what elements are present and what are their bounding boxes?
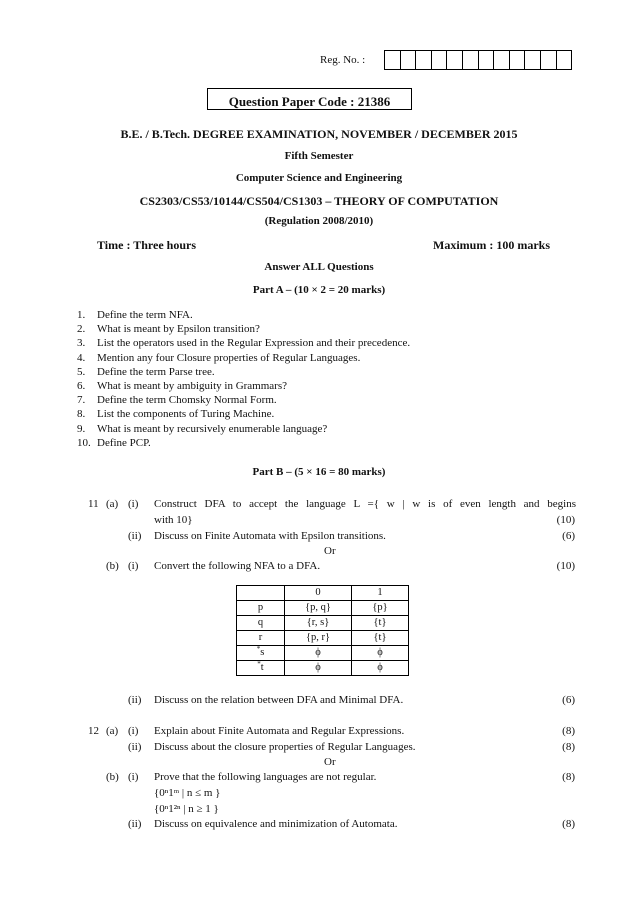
- q11-a-ii-text: Discuss on Finite Automata with Epsilon transitions.: [154, 530, 386, 542]
- reg-number-label: Reg. No. :: [320, 54, 366, 66]
- q12-a-ii-marks: (8): [562, 741, 575, 753]
- nfa-header-cell: [237, 586, 285, 601]
- part-a-question: [77, 380, 287, 392]
- part-a-question: [77, 352, 360, 364]
- part-a-question: [77, 408, 274, 420]
- q11-number: 11: [88, 498, 99, 510]
- q11-a-ii-label: (ii): [128, 530, 142, 542]
- q11-b-i-text: Convert the following NFA to a DFA.: [154, 560, 321, 572]
- reg-number-box: [479, 51, 495, 69]
- final-state-marker: *: [257, 660, 261, 668]
- q11-a-ii-marks: (6): [562, 530, 575, 542]
- question-text: Define the term Chomsky Normal Form.: [97, 394, 277, 407]
- question-number: 1.: [77, 309, 86, 321]
- q11-b-ii-text: Discuss on the relation between DFA and Minimal DFA.: [154, 694, 404, 706]
- reg-number-box: [494, 51, 510, 69]
- q11-b-i-label: (i): [128, 560, 139, 572]
- nfa-row: [237, 601, 409, 616]
- question-text: List the operators used in the Regular Expression and their precedence.: [97, 337, 411, 350]
- question-number: 2.: [77, 323, 86, 336]
- nfa-state-cell: [237, 601, 285, 616]
- part-a-question: [77, 437, 151, 449]
- question-text: What is meant by ambiguity in Grammars?: [97, 380, 288, 392]
- q11-b-ii-label: (ii): [128, 694, 142, 706]
- reg-number-box: [463, 51, 479, 69]
- question-number: 10.: [77, 436, 91, 449]
- nfa-state-cell: [237, 616, 285, 631]
- q11-a-label: (a): [106, 498, 119, 510]
- nfa-transition-cell: {p, q}: [285, 601, 352, 616]
- nfa-state-name: s: [260, 647, 265, 658]
- question-number: 7.: [77, 394, 86, 407]
- reg-number-box: [447, 51, 463, 69]
- nfa-transition-cell: {t}: [352, 616, 409, 631]
- question-number: 5.: [77, 365, 86, 378]
- part-a-question: [77, 323, 260, 335]
- nfa-state-name: r: [258, 632, 263, 643]
- nfa-header-cell: 1: [352, 586, 409, 601]
- q12-a-i-marks: (8): [562, 725, 575, 737]
- q11-or: Or: [324, 545, 336, 557]
- reg-number-boxes: [384, 50, 572, 70]
- q11-b-label: (b): [106, 560, 119, 572]
- department: Computer Science and Engineering: [235, 172, 403, 184]
- q12-a-ii-label: (ii): [128, 741, 142, 753]
- part-a-question: [77, 366, 215, 378]
- question-number: 8.: [77, 408, 86, 421]
- part-a-question: [77, 309, 193, 321]
- regulation: (Regulation 2008/2010): [264, 215, 374, 227]
- q12-a-label: (a): [106, 725, 119, 737]
- q12-b-i-label: (i): [128, 771, 139, 783]
- instruction: Answer ALL Questions: [264, 261, 374, 273]
- final-state-marker: *: [256, 645, 261, 653]
- nfa-row: [237, 631, 409, 646]
- part-a-question: [77, 394, 277, 406]
- part-a-question: [77, 423, 327, 435]
- nfa-state-name: q: [257, 617, 264, 628]
- question-text: Define PCP.: [97, 436, 151, 449]
- q12-b-ii-marks: (8): [562, 818, 575, 830]
- part-b-heading: Part B – (5 × 16 = 80 marks): [252, 466, 386, 478]
- q12-number: 12: [88, 725, 99, 737]
- language-1: {0ⁿ1ᵐ | n ≤ m }: [154, 787, 221, 799]
- nfa-transition-cell: {t}: [352, 631, 409, 646]
- question-text: Define the term Parse tree.: [97, 365, 215, 378]
- question-number: 4.: [77, 351, 86, 364]
- q12-b-ii-text: Discuss on equivalence and minimization of Automata.: [154, 818, 398, 830]
- reg-number-box: [385, 51, 401, 69]
- reg-number-box: [510, 51, 526, 69]
- q11-a-i-text-line2: with 10}: [154, 514, 193, 526]
- nfa-transition-table: [236, 585, 409, 676]
- nfa-row: [237, 646, 409, 661]
- language-2: {0ⁿ1²ⁿ | n ≥ 1 }: [154, 803, 219, 815]
- nfa-row: [237, 661, 409, 676]
- nfa-state-cell: [237, 646, 285, 661]
- nfa-transition-cell: ϕ: [352, 661, 409, 676]
- question-number: 9.: [77, 422, 86, 435]
- q12-a-i-text: Explain about Finite Automata and Regular Expressions.: [154, 725, 405, 737]
- q11-a-i-label: (i): [128, 498, 139, 510]
- nfa-transition-cell: ϕ: [352, 646, 409, 661]
- nfa-row: [237, 616, 409, 631]
- question-number: 6.: [77, 380, 86, 392]
- exam-title: B.E. / B.Tech. DEGREE EXAMINATION, NOVEMBER / DECEMBER 2015: [120, 127, 518, 141]
- nfa-transition-cell: ϕ: [285, 646, 352, 661]
- nfa-transition-cell: {p}: [352, 601, 409, 616]
- nfa-transition-cell: {p, r}: [285, 631, 352, 646]
- course-title: CS2303/CS53/10144/CS504/CS1303 – THEORY OF COMPUTATION: [139, 194, 499, 208]
- reg-number-box: [416, 51, 432, 69]
- nfa-header-cell: 0: [285, 586, 352, 601]
- nfa-transition-cell: {r, s}: [285, 616, 352, 631]
- question-text: List the components of Turing Machine.: [97, 408, 275, 421]
- time-label: Time : Three hours: [97, 238, 197, 252]
- q12-a-i-label: (i): [128, 725, 139, 737]
- nfa-state-cell: [237, 631, 285, 646]
- q11-b-i-marks: (10): [556, 560, 575, 572]
- q12-b-ii-label: (ii): [128, 818, 142, 830]
- question-number: 3.: [77, 337, 86, 350]
- part-a-heading: Part A – (10 × 2 = 20 marks): [252, 284, 386, 296]
- question-text: Mention any four Closure properties of Regular Languages.: [97, 351, 361, 364]
- question-text: What is meant by recursively enumerable language?: [97, 422, 328, 435]
- question-text: What is meant by Epsilon transition?: [97, 323, 260, 336]
- nfa-header-row: [237, 586, 409, 601]
- reg-number-box: [541, 51, 557, 69]
- q12-b-label: (b): [106, 771, 119, 783]
- nfa-state-name: t: [260, 662, 264, 673]
- nfa-transition-cell: ϕ: [285, 661, 352, 676]
- max-marks-label: Maximum : 100 marks: [433, 238, 550, 252]
- semester: Fifth Semester: [284, 150, 354, 162]
- q12-or: Or: [324, 756, 336, 768]
- reg-number-box: [401, 51, 417, 69]
- q11-a-i-text-line1: Construct DFA to accept the language L ={ w | w is of even length and begins: [154, 498, 576, 510]
- q12-a-ii-text: Discuss about the closure properties of Regular Languages.: [154, 741, 416, 753]
- reg-number-box: [525, 51, 541, 69]
- nfa-state-name: p: [257, 602, 264, 613]
- q12-b-i-text: Prove that the following languages are not regular.: [154, 771, 377, 783]
- part-a-question: [77, 337, 410, 349]
- question-paper-code: Question Paper Code : 21386: [207, 88, 412, 110]
- reg-number-box: [557, 51, 572, 69]
- question-text: Define the term NFA.: [97, 309, 193, 321]
- q11-a-i-marks: (10): [556, 514, 575, 526]
- q12-b-i-marks: (8): [562, 771, 575, 783]
- q11-b-ii-marks: (6): [562, 694, 575, 706]
- nfa-state-cell: [237, 661, 285, 676]
- reg-number-box: [432, 51, 448, 69]
